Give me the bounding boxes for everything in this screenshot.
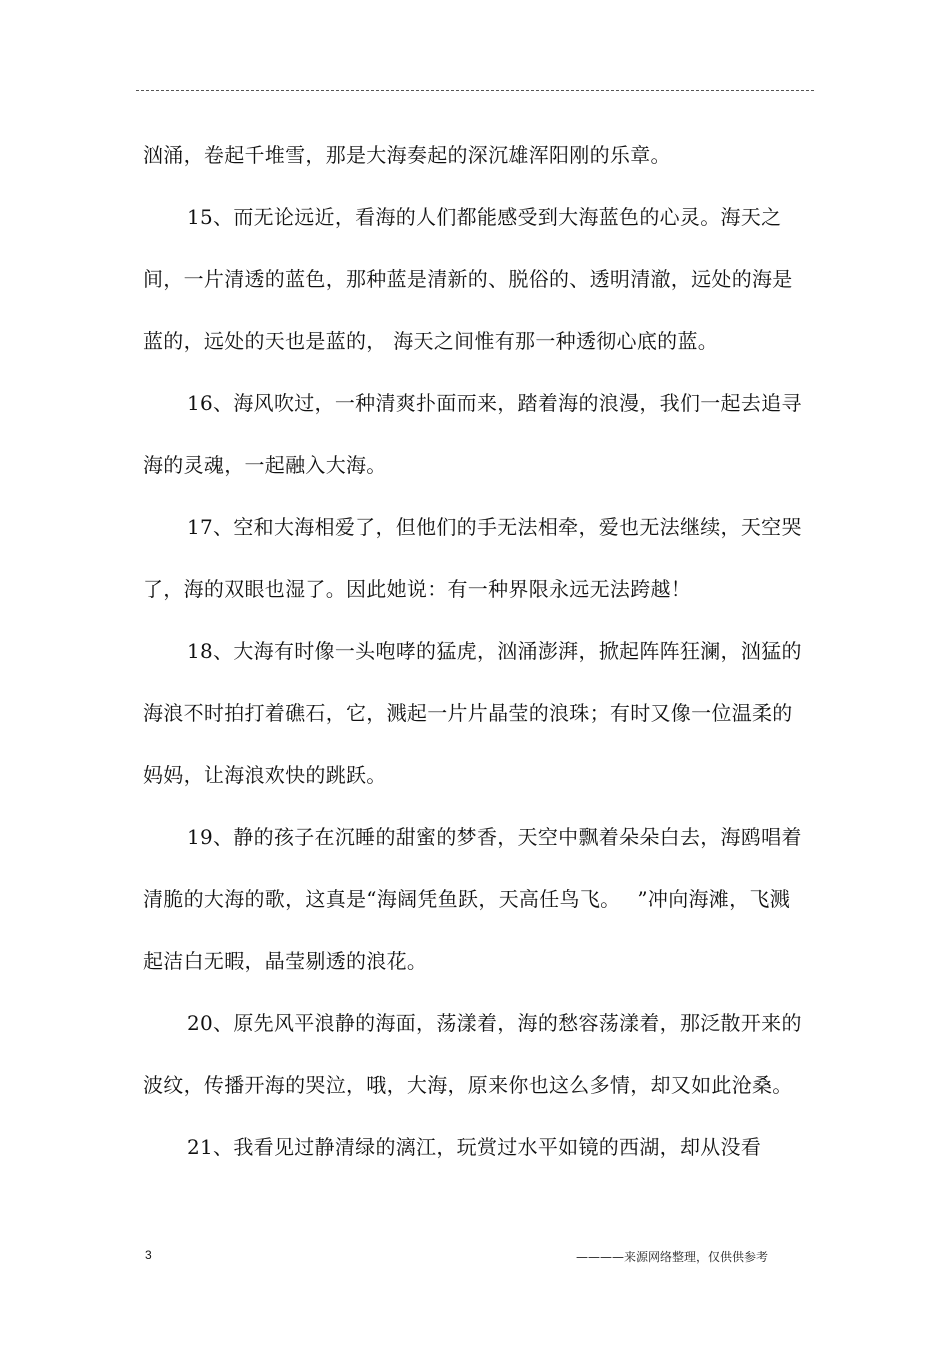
page-number: 3 — [145, 1248, 152, 1262]
paragraph: 17、空和大海相爱了，但他们的手无法相牵，爱也无法继续，天空哭了，海的双眼也湿了。因此她说：有一种界限永远无法跨越！ — [143, 515, 802, 601]
paragraph: 20、原先风平浪静的海面，荡漾着，海的愁容荡漾着，那泛散开来的波纹，传播开海的哭泣，哦，大海，原来你也这么多情，却又如此沧桑。 — [143, 1011, 802, 1097]
header-divider — [136, 90, 814, 91]
document-body — [143, 124, 803, 1178]
paragraph: 16、海风吹过，一种清爽扑面而来，踏着海的浪漫，我们一起去追寻海的灵魂，一起融入大海。 — [143, 391, 802, 477]
paragraph: 汹涌，卷起千堆雪，那是大海奏起的深沉雄浑阳刚的乐章。 — [143, 143, 671, 167]
paragraph: 19、静的孩子在沉睡的甜蜜的梦香，天空中飘着朵朵白去，海鸥唱着清脆的大海的歌，这真是“海阔凭鱼跃，天高任鸟飞。 ”冲向海滩，飞溅起洁白无暇，晶莹剔透的浪花。 — [143, 825, 802, 973]
paragraph: 18、大海有时像一头咆哮的猛虎，汹涌澎湃，掀起阵阵狂澜，汹猛的海浪不时拍打着礁石，它，溅起一片片晶莹的浪珠；有时又像一位温柔的妈妈，让海浪欢快的跳跃。 — [143, 639, 802, 787]
page-footer — [0, 1248, 950, 1268]
source-note: ————来源网络整理，仅供供参考 — [576, 1250, 769, 1264]
paragraph: 21、我看见过静清绿的漓江，玩赏过水平如镜的西湖，却从没看 — [187, 1135, 762, 1159]
paragraph: 15、而无论远近，看海的人们都能感受到大海蓝色的心灵。海天之间，一片清透的蓝色，那种蓝是清新的、脱俗的、透明清澈，远处的海是蓝的，远处的天也是蓝的， 海天之间惟有那一种透彻心底的蓝。 — [143, 205, 793, 353]
